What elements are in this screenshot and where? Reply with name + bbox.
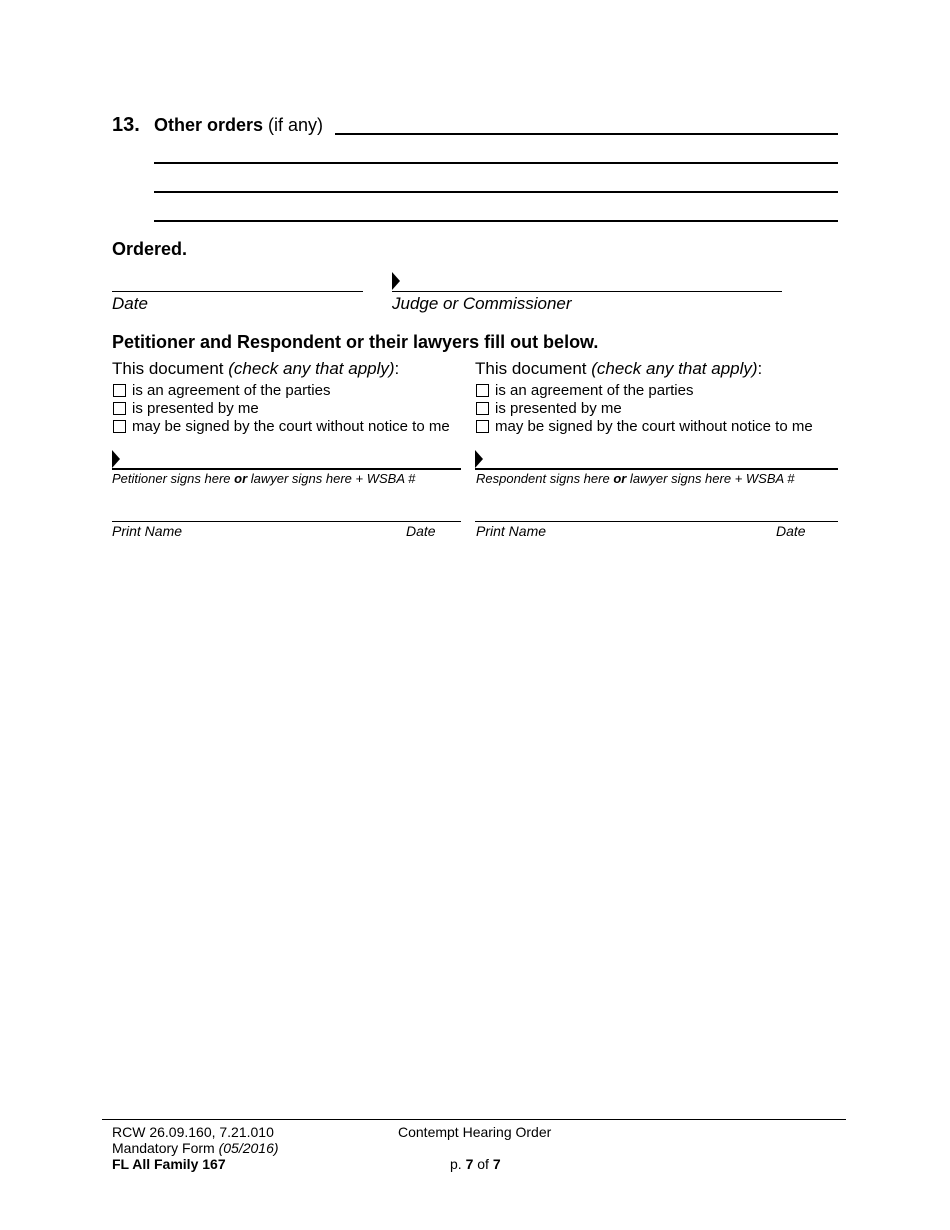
- option-label: is an agreement of the parties: [132, 381, 331, 399]
- date-signature-line[interactable]: [112, 291, 363, 292]
- footer-mandatory-form: [112, 1140, 279, 1156]
- page-total: 7: [492, 1156, 501, 1172]
- sign-caption-b: lawyer signs here + WSBA #: [626, 471, 795, 486]
- respondent-sign-caption: [476, 471, 795, 486]
- page-of: of: [473, 1156, 493, 1172]
- respondent-date-label: Date: [776, 523, 806, 539]
- section-title-bold: Other orders: [154, 115, 264, 135]
- checkbox[interactable]: [113, 402, 126, 415]
- sign-caption-a: Petitioner signs here: [112, 471, 235, 486]
- doc-heading-suffix: :: [394, 359, 400, 378]
- option-label: may be signed by the court without notice to me: [132, 417, 450, 435]
- judge-sign-arrow-icon: [392, 272, 400, 290]
- section-number: 13.: [112, 114, 140, 136]
- petitioner-sign-arrow-icon: [112, 450, 120, 468]
- checkbox[interactable]: [113, 384, 126, 397]
- footer-rcw: RCW 26.09.160, 7.21.010: [112, 1124, 274, 1140]
- petitioner-signature-line[interactable]: [112, 468, 461, 470]
- respondent-option-no-notice[interactable]: [476, 417, 813, 435]
- page-prefix: p.: [450, 1156, 466, 1172]
- parties-heading: Petitioner and Respondent or their lawyers fill out below.: [112, 332, 599, 352]
- respondent-signature-line[interactable]: [475, 468, 838, 470]
- mandatory-label: Mandatory Form: [112, 1140, 219, 1156]
- petitioner-option-agreement[interactable]: [113, 381, 330, 399]
- other-orders-line-4[interactable]: [154, 220, 838, 222]
- checkbox[interactable]: [476, 420, 489, 433]
- petitioner-option-no-notice[interactable]: [113, 417, 450, 435]
- judge-label: Judge or Commissioner: [392, 294, 572, 313]
- option-label: may be signed by the court without notice to me: [495, 417, 813, 435]
- respondent-print-name-line[interactable]: [475, 521, 838, 522]
- petitioner-print-name-label: Print Name: [112, 523, 183, 539]
- checkbox[interactable]: [113, 420, 126, 433]
- respondent-doc-heading: [475, 359, 762, 379]
- footer-form-id: FL All Family 167: [112, 1156, 226, 1172]
- petitioner-sign-caption: [112, 471, 415, 486]
- mandatory-date: (05/2016): [218, 1140, 279, 1156]
- page-num: 7: [465, 1156, 474, 1172]
- option-label: is an agreement of the parties: [495, 381, 694, 399]
- sign-caption-b: lawyer signs here + WSBA #: [247, 471, 416, 486]
- other-orders-line-2[interactable]: [154, 162, 838, 164]
- other-orders-line-1[interactable]: [335, 133, 838, 135]
- section-title-rest: (if any): [263, 115, 324, 135]
- footer-title: Contempt Hearing Order: [398, 1124, 552, 1140]
- doc-heading-italic: (check any that apply): [591, 359, 758, 378]
- respondent-option-agreement[interactable]: [476, 381, 693, 399]
- sign-caption-or: or: [613, 471, 627, 486]
- respondent-sign-arrow-icon: [475, 450, 483, 468]
- doc-heading-prefix: This document: [112, 359, 229, 378]
- petitioner-option-presented[interactable]: [113, 399, 259, 417]
- respondent-print-name-label: Print Name: [476, 523, 547, 539]
- option-label: is presented by me: [495, 399, 622, 417]
- petitioner-date-label: Date: [406, 523, 436, 539]
- petitioner-print-name-line[interactable]: [112, 521, 461, 522]
- sign-caption-or: or: [234, 471, 248, 486]
- doc-heading-prefix: This document: [475, 359, 592, 378]
- judge-signature-line[interactable]: [392, 291, 782, 292]
- checkbox[interactable]: [476, 402, 489, 415]
- section-title: [154, 115, 323, 136]
- sign-caption-a: Respondent signs here: [476, 471, 614, 486]
- respondent-option-presented[interactable]: [476, 399, 622, 417]
- footer-page-number: [450, 1156, 501, 1172]
- option-label: is presented by me: [132, 399, 259, 417]
- checkbox[interactable]: [476, 384, 489, 397]
- doc-heading-italic: (check any that apply): [228, 359, 395, 378]
- date-label: Date: [112, 294, 148, 313]
- other-orders-line-3[interactable]: [154, 191, 838, 193]
- doc-heading-suffix: :: [757, 359, 763, 378]
- footer-divider: [102, 1119, 846, 1120]
- petitioner-doc-heading: [112, 359, 399, 379]
- ordered-label: Ordered.: [112, 239, 188, 259]
